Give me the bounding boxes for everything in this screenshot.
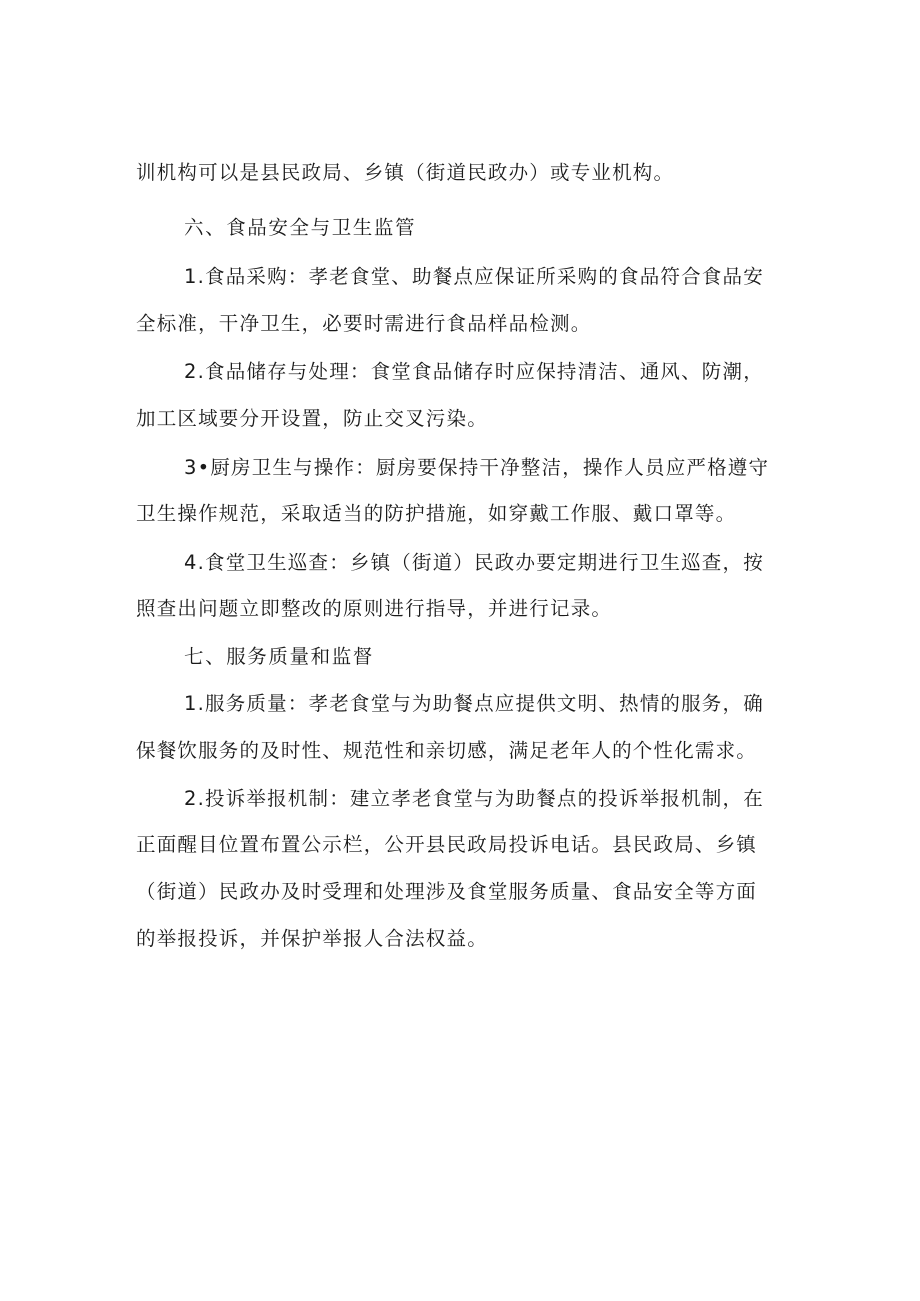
- paragraph-service-quality-line-1: 1.服务质量：孝老食堂与为助餐点应提供文明、热情的服务，确: [184, 692, 764, 715]
- paragraph-service-quality-line-2: 保餐饮服务的及时性、规范性和亲切感，满足老年人的个性化需求。: [136, 739, 758, 762]
- paragraph-food-purchase-line-1: 1.食品采购：孝老食堂、助餐点应保证所采购的食品符合食品安: [184, 265, 764, 288]
- paragraph-complaint-line-3: （街道）民政办及时受理和处理涉及食堂服务质量、食品安全等方面: [136, 880, 758, 903]
- paragraph-kitchen-hygiene-line-2: 卫生操作规范，采取适当的防护措施，如穿戴工作服、戴口罩等。: [136, 502, 737, 525]
- paragraph-food-storage-line-1: 2.食品储存与处理：食堂食品储存时应保持清洁、通风、防潮，: [184, 360, 764, 383]
- paragraph-complaint-line-1: 2.投诉举报机制：建立孝老食堂与为助餐点的投诉举报机制，在: [184, 787, 764, 810]
- paragraph-food-purchase-line-2: 全标准，干净卫生，必要时需进行食品样品检测。: [136, 312, 592, 335]
- section-heading-service-quality: 七、服务质量和监督: [184, 645, 374, 668]
- paragraph-hygiene-inspection-line-2: 照查出问题立即整改的原则进行指导，并进行记录。: [136, 597, 613, 620]
- paragraph-food-storage-line-2: 加工区域要分开设置，防止交叉污染。: [136, 407, 488, 430]
- paragraph-hygiene-inspection-line-1: 4.食堂卫生巡查：乡镇（街道）民政办要定期进行卫生巡查，按: [184, 551, 764, 574]
- paragraph-kitchen-hygiene-line-1: 3•厨房卫生与操作：厨房要保持干净整洁，操作人员应严格遵守: [184, 456, 770, 479]
- body-line-continuation: 训机构可以是县民政局、乡镇（街道民政办）或专业机构。: [136, 161, 675, 184]
- paragraph-complaint-line-4: 的举报投诉，并保护举报人合法权益。: [136, 927, 488, 950]
- paragraph-complaint-line-2: 正面醒目位置布置公示栏，公开县民政局投诉电话。县民政局、乡镇: [136, 833, 758, 856]
- section-heading-food-safety: 六、食品安全与卫生监管: [184, 216, 417, 239]
